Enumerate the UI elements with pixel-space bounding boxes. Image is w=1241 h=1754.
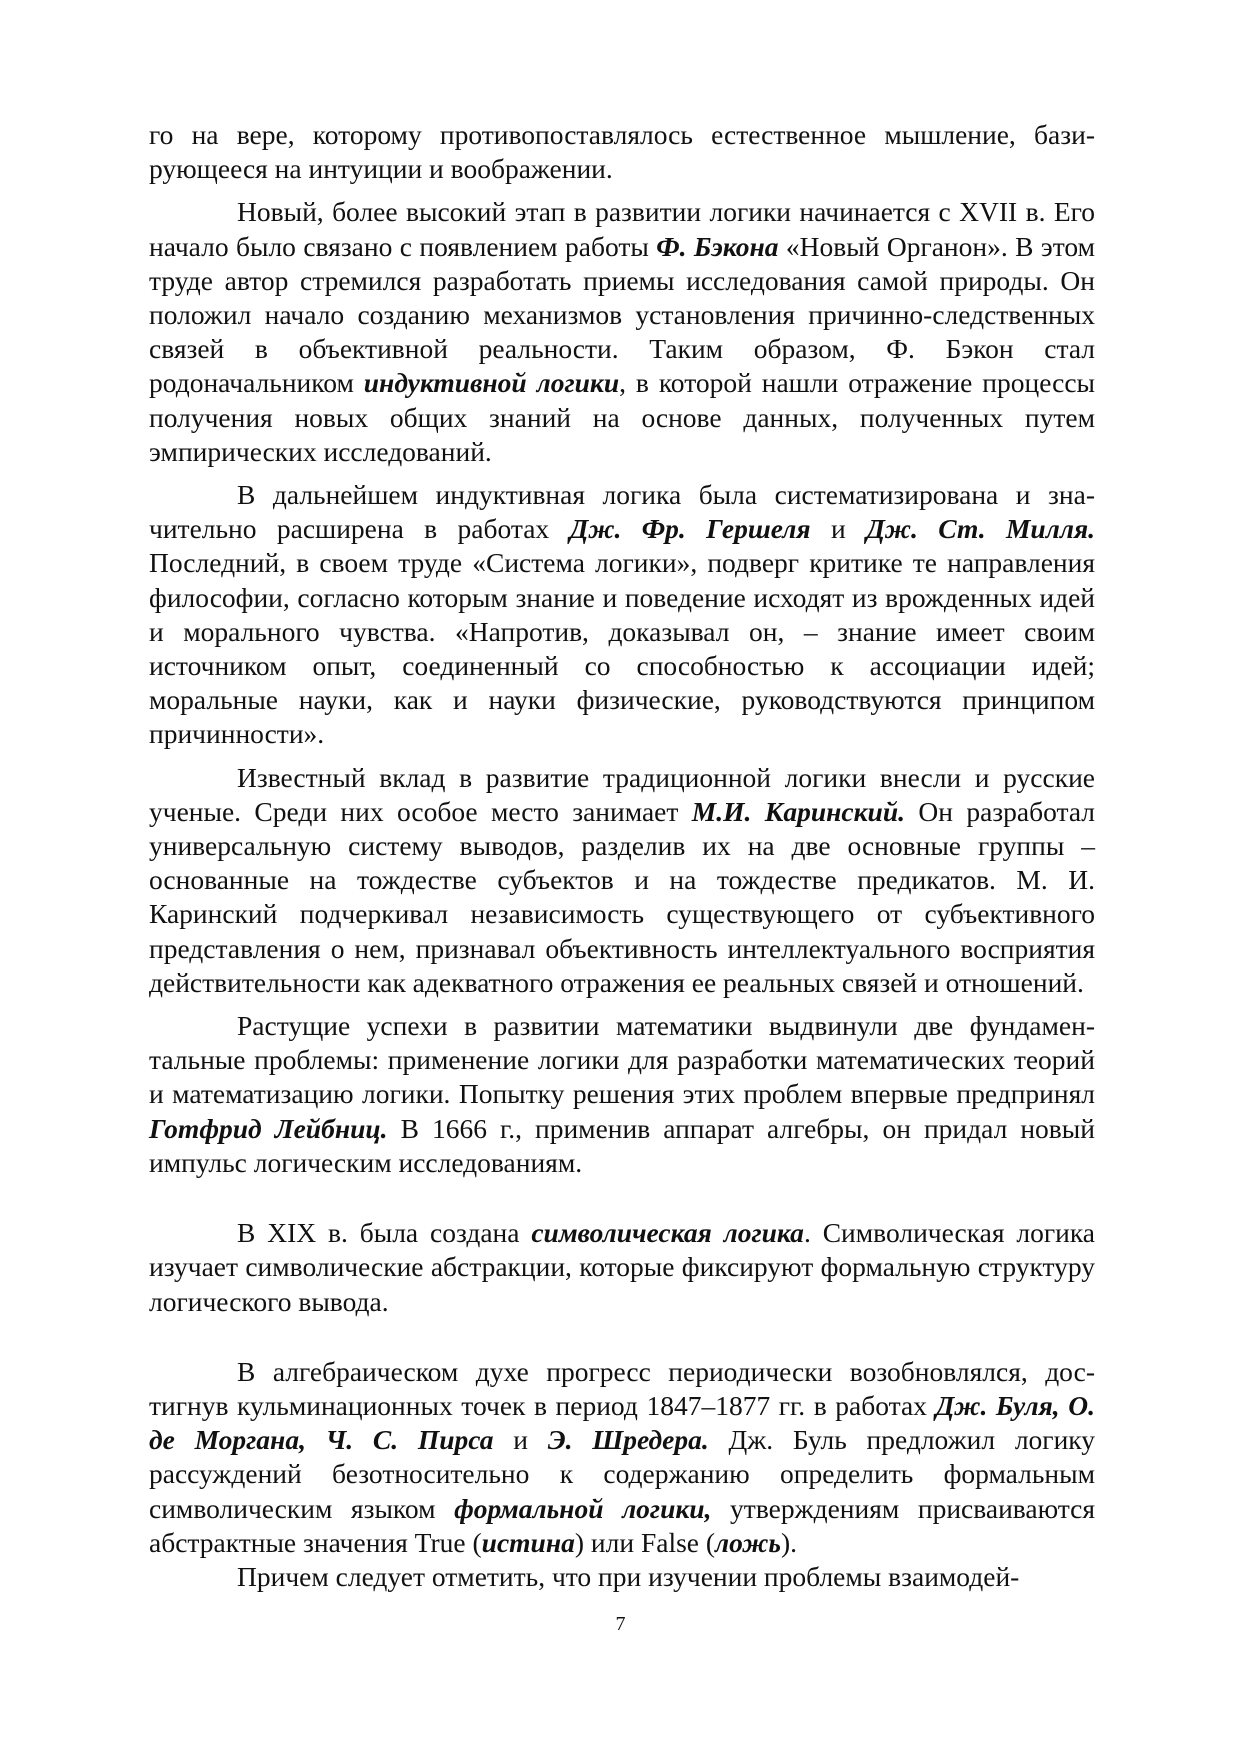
text-run: , в которой нашли отражение процессы получения новых общих знаний на основе данных, полученных путем эмпирических исследований. <box>149 367 1096 467</box>
text-run: В XIX в. была создана <box>237 1217 532 1249</box>
emphasized-term: М.И. Каринский. <box>691 795 906 827</box>
text-run: Известный вклад в развитие традиционной логики внесли и русские ученые. Среди них особое место занимает <box>149 761 1095 827</box>
emphasized-term: Дж. Ст. Милля. <box>866 513 1095 545</box>
emphasized-term: формальной логики, <box>454 1492 712 1524</box>
paragraph <box>149 1216 1095 1319</box>
text-run: Растущие успехи в развитии математики выдвинули две фундаментальные проблемы: применение логики для разработки математических теорий и математизацию логики. Попытку решения этих проблем впервые предпринял <box>149 1010 1095 1110</box>
text-run: ). <box>780 1526 798 1558</box>
text-run: Он разработал универсальную систему выводов, разделив их на две основные группы – основанные на тождестве субъектов и на тождестве предикатов. М. И. Каринский подчеркивал независимость существующего от субъективного представления о нем, признавал объективность интеллектуального восприятия действительности как адекватного отражения ее реальных связей и отношений. <box>149 795 1095 998</box>
text-run: и <box>810 513 867 545</box>
text-run: В 1666 г., применив аппарат алгебры, он придал новый импульс логическим исследованиям. <box>149 1112 1095 1178</box>
text-run: Причем следует отметить, что при изучении проблемы взаимодей- <box>237 1560 1020 1592</box>
text-run: ) или False ( <box>574 1526 716 1558</box>
emphasized-term: индуктивной логики <box>363 367 620 399</box>
emphasized-term: Дж. Фр. Гершеля <box>569 513 811 545</box>
emphasized-term: Дж. Буля, О. де Моргана, Ч. С. Пирса <box>149 1389 1095 1456</box>
text-run: В алгебраическом духе прогресс периодически возобновлялся, достигнув кульминационных точек в период 1847–1877 гг. в работах <box>149 1355 1095 1421</box>
text-run: утверждениям присваиваются абстрактные значения True ( <box>149 1492 1096 1558</box>
paragraph <box>149 118 1095 186</box>
emphasized-term: истина <box>481 1526 575 1558</box>
paragraph <box>149 1560 1095 1594</box>
paragraph <box>149 761 1095 1000</box>
paragraph <box>149 478 1095 752</box>
text-run: Дж. Буль предложил логику рассуждений безотносительно к содержанию определить формальным символическим языком <box>149 1424 1096 1524</box>
emphasized-term: Э. Шредера. <box>547 1424 709 1456</box>
text-run: В дальнейшем индуктивная логика была систематизирована и значительно расширена в работах <box>149 479 1095 545</box>
paragraph <box>149 195 1095 469</box>
text-run: . Символическая логика изучает символические абстракции, которые фиксируют формальную структуру логического вывода. <box>149 1217 1096 1317</box>
text-run: и <box>493 1424 548 1456</box>
emphasized-term: Ф. Бэкона <box>656 230 779 262</box>
emphasized-term: символическая логика <box>531 1217 804 1249</box>
paragraph <box>149 1355 1095 1560</box>
emphasized-term: Готфрид Лейбниц. <box>149 1112 388 1144</box>
text-run: Последний, в своем труде «Система логики», подверг критике те направления философии, согласно которым знание и поведение исходят из врожденных идей и морального чувства. «Напротив, доказывал он, – знание имеет своим источником опыт, соединенный со способностью к ассоциации идей; моральные науки, как и науки физические, руководствуются принципом причинности». <box>149 547 1095 750</box>
text-run: го на вере, которому противопоставлялось естественное мышление, базирующееся на интуиции и воображении. <box>149 119 1095 185</box>
body-text <box>149 118 1095 1594</box>
emphasized-term: ложь <box>715 1526 781 1558</box>
page-number: 7 <box>615 1613 626 1635</box>
text-run: Новый, более высокий этап в развитии логики начинается с XVII в. Его начало было связано с появлением работы <box>149 196 1095 262</box>
text-run: «Новый Органон». В этом труде автор стремился разработать приемы исследования самой природы. Он положил начало созданию механизмов установления причинно-следственных связей в объективной реальности. Таким образом, Ф. Бэкон стал родоначальником <box>149 230 1096 399</box>
paragraph <box>149 1009 1095 1180</box>
